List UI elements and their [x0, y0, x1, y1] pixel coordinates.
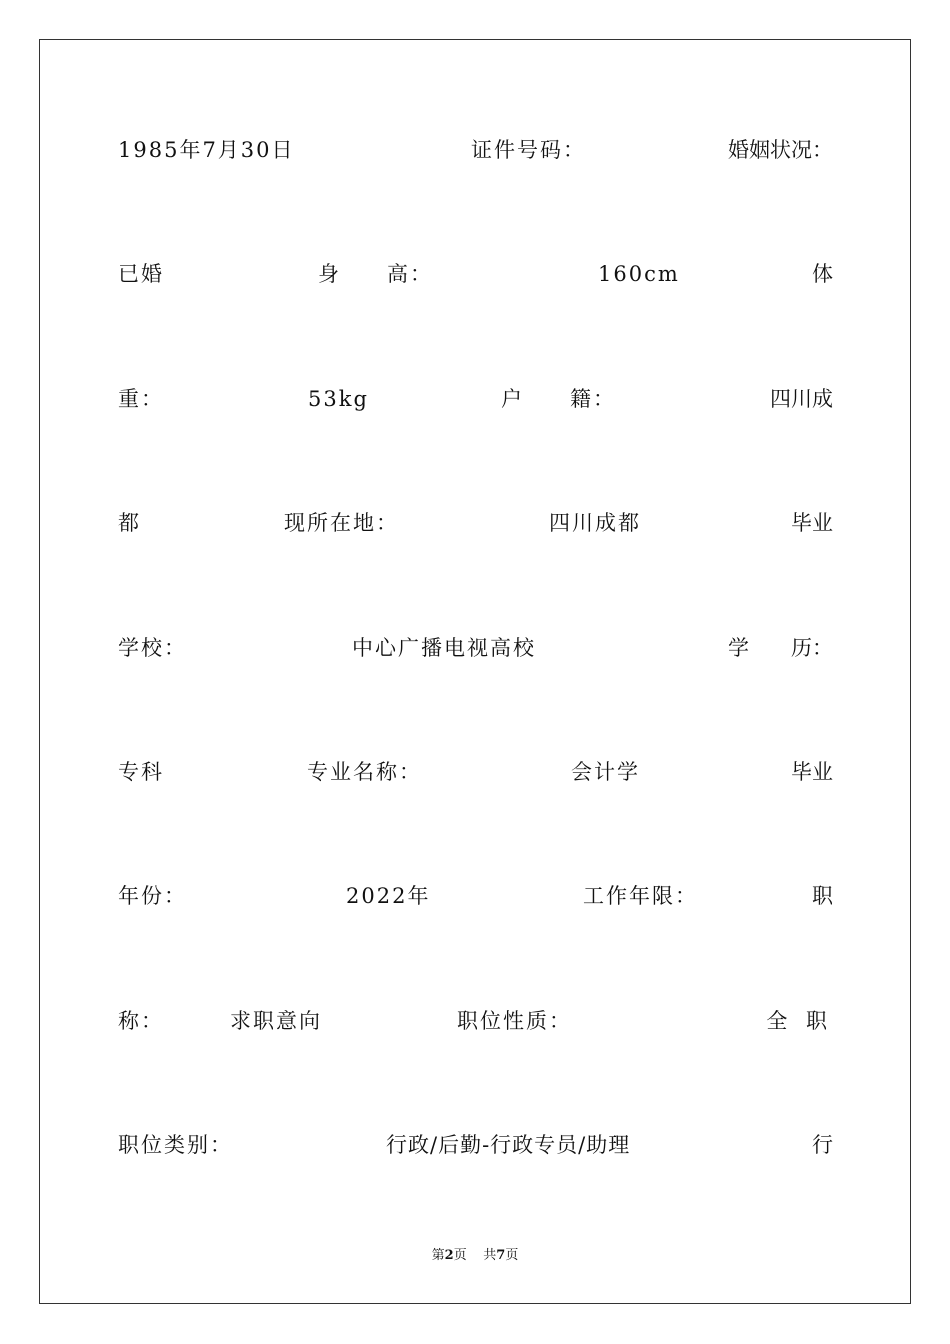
page-number-footer — [0, 1246, 950, 1266]
text-line-3 — [118, 384, 833, 414]
text-line-2 — [118, 259, 833, 289]
text-line-9 — [118, 1130, 833, 1160]
industry-label-start: 行 — [812, 1133, 833, 1157]
major-value: 会计学 — [571, 760, 640, 784]
job-type-value: 全 职 — [766, 1009, 833, 1033]
marital-status-value: 已婚 — [118, 262, 164, 286]
education-value: 专科 — [118, 760, 164, 784]
page-total: 7 — [496, 1248, 506, 1263]
work-years-label: 工作年限： — [583, 884, 698, 908]
education-label: 学 历： — [728, 636, 833, 660]
weight-label-end: 重： — [118, 387, 164, 411]
title-label-start: 职 — [812, 884, 833, 908]
location-value: 四川成都 — [549, 511, 641, 535]
page-suffix: 页 — [453, 1248, 467, 1263]
job-type-label: 职位性质： — [457, 1009, 572, 1033]
household-label: 户 籍： — [501, 387, 616, 411]
graduation-label-end: 年份： — [118, 884, 187, 908]
text-line-5 — [118, 633, 833, 663]
text-line-8 — [118, 1006, 833, 1036]
birth-date-value: 1985年7月30日 — [118, 138, 295, 162]
id-number-label: 证件号码： — [471, 138, 586, 162]
school-label-start: 毕业 — [791, 511, 833, 535]
page-border — [39, 39, 911, 1304]
page-current: 2 — [444, 1248, 454, 1263]
page-prefix: 第 — [431, 1248, 445, 1263]
job-category-label: 职位类别： — [118, 1133, 233, 1157]
household-value-end: 都 — [118, 511, 141, 535]
total-prefix: 共 — [483, 1248, 497, 1263]
school-label-end: 学校： — [118, 636, 187, 660]
household-value-start: 四川成 — [770, 387, 833, 411]
text-line-7 — [118, 881, 833, 911]
text-line-6 — [118, 757, 833, 787]
height-value: 160cm — [598, 262, 680, 286]
marital-status-label: 婚姻状况： — [728, 138, 833, 162]
location-label: 现所在地： — [284, 511, 399, 535]
job-intention-heading: 求职意向 — [230, 1009, 322, 1033]
graduation-label-start: 毕业 — [791, 760, 833, 784]
total-suffix: 页 — [505, 1248, 519, 1263]
graduation-year-value: 2022年 — [346, 884, 431, 908]
height-label: 身 高： — [318, 262, 433, 286]
title-label-end: 称： — [118, 1009, 164, 1033]
weight-label-start: 体 — [812, 262, 833, 286]
school-value: 中心广播电视高校 — [352, 636, 536, 660]
job-category-value: 行政/后勤-行政专员/助理 — [386, 1133, 631, 1157]
major-label: 专业名称： — [307, 760, 422, 784]
text-line-4 — [118, 508, 833, 538]
text-line-1 — [118, 135, 833, 165]
weight-value: 53kg — [308, 387, 369, 411]
